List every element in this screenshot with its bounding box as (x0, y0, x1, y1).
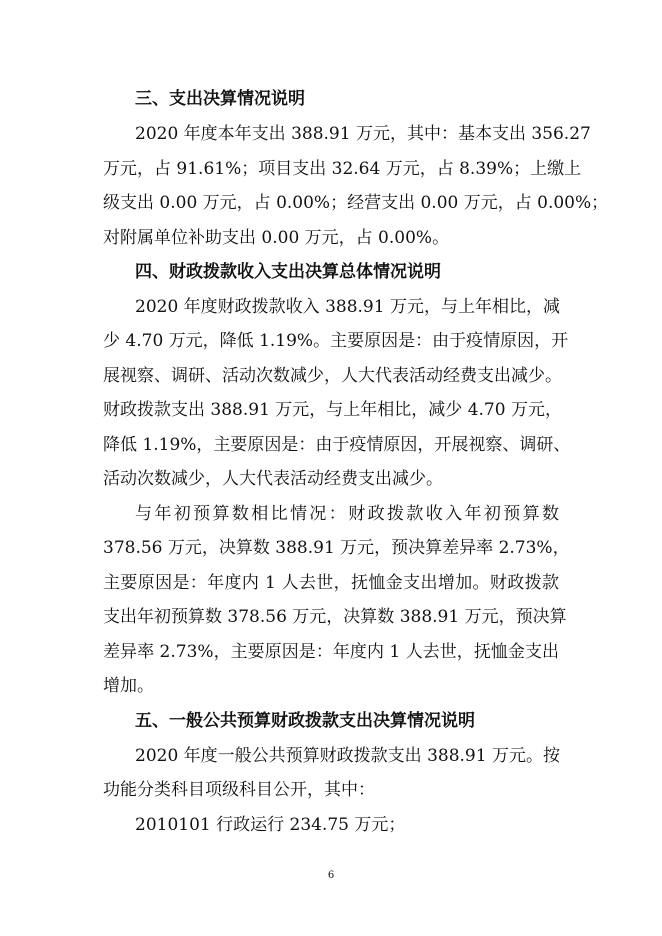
paragraph-line: 支出年初预算数 378.56 万元，决算数 388.91 万元，预决算 (103, 607, 567, 627)
paragraph-line: 少 4.70 万元，降低 1.19%。主要原因是：由于疫情原因，开 (103, 331, 569, 351)
page-number: 6 (327, 870, 335, 881)
section-heading-expenditure: 三、支出决算情况说明 (135, 89, 305, 109)
paragraph-line: 2020 年度本年支出 388.91 万元，其中：基本支出 356.27 (135, 124, 591, 144)
paragraph-line: 差异率 2.73%，主要原因是：年度内 1 人去世，抚恤金支出 (103, 642, 559, 662)
section-heading-fiscal-overview: 四、财政拨款收入支出决算总体情况说明 (135, 262, 441, 282)
section-heading-general-budget: 五、一般公共预算财政拨款支出决算情况说明 (135, 711, 475, 731)
paragraph-line: 增加。 (103, 676, 154, 696)
paragraph-line: 财政拨款支出 388.91 万元，与上年相比，减少 4.70 万元， (103, 400, 562, 420)
paragraph-line: 与年初预算数相比情况：财政拨款收入年初预算数 (135, 504, 559, 524)
paragraph-line: 降低 1.19%，主要原因是：由于疫情原因，开展视察、调研、 (103, 435, 571, 455)
paragraph-line: 2020 年度一般公共预算财政拨款支出 388.91 万元。按 (135, 746, 560, 766)
paragraph-line: 级支出 0.00 万元，占 0.00%；经营支出 0.00 万元，占 0.00%； (103, 193, 609, 213)
paragraph-line: 对附属单位补助支出 0.00 万元，占 0.00%。 (103, 228, 450, 248)
paragraph-line: 378.56 万元，决算数 388.91 万元，预决算差异率 2.73%， (103, 538, 570, 558)
paragraph-line: 2020 年度财政拨款收入 388.91 万元，与上年相比，减 (135, 297, 560, 317)
paragraph-line: 2010101 行政运行 234.75 万元； (135, 815, 406, 835)
paragraph-line: 活动次数减少，人大代表活动经费支出减少。 (103, 469, 443, 489)
paragraph-line: 主要原因是：年度内 1 人去世，抚恤金支出增加。财政拨款 (103, 573, 559, 593)
paragraph-line: 展视察、调研、活动次数减少，人大代表活动经费支出减少。 (103, 366, 562, 386)
paragraph-line: 万元，占 91.61%；项目支出 32.64 万元，占 8.39%；上缴上 (103, 159, 582, 179)
paragraph-line: 功能分类科目项级科目公开，其中： (103, 780, 375, 800)
